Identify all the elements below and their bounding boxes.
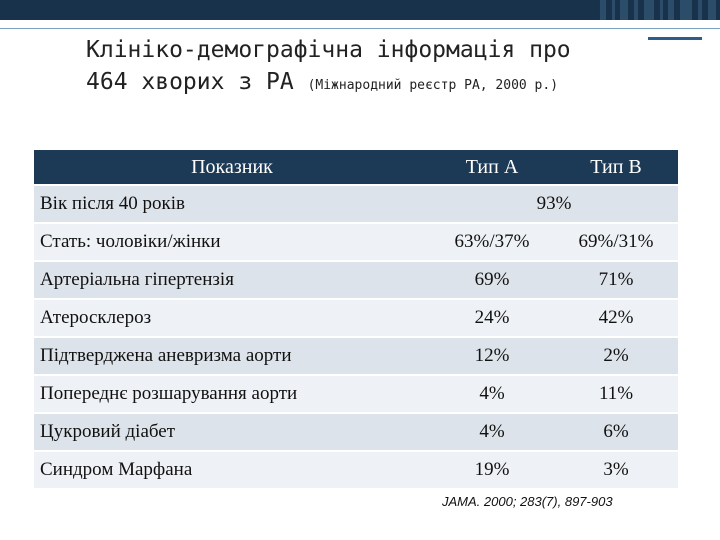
table-row — [34, 452, 678, 488]
title-line-2-main: 464 хворих з РА — [86, 69, 294, 95]
table-row — [34, 300, 678, 336]
table-row — [34, 186, 678, 222]
row-value-type-a: 24% — [430, 300, 554, 336]
slide-title — [86, 34, 696, 102]
source-citation: JAMA. 2000; 283(7), 897-903 — [442, 494, 613, 509]
table-row — [34, 414, 678, 450]
row-value-type-a: 4% — [430, 376, 554, 412]
row-value-type-a: 69% — [430, 262, 554, 298]
table-row — [34, 376, 678, 412]
row-label: Атеросклероз — [34, 300, 430, 336]
row-value-merged: 93% — [430, 186, 678, 222]
table-row — [34, 262, 678, 298]
row-value-type-a: 19% — [430, 452, 554, 488]
table-header-row — [34, 150, 678, 184]
row-value-type-a: 12% — [430, 338, 554, 374]
row-value-type-a: 63%/37% — [430, 224, 554, 260]
top-decorative-bar — [0, 0, 720, 20]
table-row — [34, 224, 678, 260]
table-row — [34, 338, 678, 374]
data-table — [34, 148, 678, 490]
row-label: Стать: чоловіки/жінки — [34, 224, 430, 260]
row-label: Вік після 40 років — [34, 186, 430, 222]
title-subtitle: (Міжнародний реєстр РА, 2000 р.) — [307, 78, 559, 93]
row-label: Артеріальна гіпертензія — [34, 262, 430, 298]
row-value-type-b: 71% — [554, 262, 678, 298]
row-value-type-a: 4% — [430, 414, 554, 450]
row-label: Цукровий діабет — [34, 414, 430, 450]
header-type-a: Тип А — [430, 150, 554, 184]
row-value-type-b: 69%/31% — [554, 224, 678, 260]
row-value-type-b: 2% — [554, 338, 678, 374]
header-indicator: Показник — [34, 150, 430, 184]
row-value-type-b: 6% — [554, 414, 678, 450]
row-value-type-b: 42% — [554, 300, 678, 336]
row-value-type-b: 11% — [554, 376, 678, 412]
row-value-type-b: 3% — [554, 452, 678, 488]
row-label: Синдром Марфана — [34, 452, 430, 488]
title-line-2 — [86, 66, 696, 102]
title-line-1: Клініко-демографічна інформація про — [86, 37, 571, 63]
row-label: Попереднє розшарування аорти — [34, 376, 430, 412]
header-type-b: Тип В — [554, 150, 678, 184]
accent-line — [0, 28, 720, 29]
row-label: Підтверджена аневризма аорти — [34, 338, 430, 374]
